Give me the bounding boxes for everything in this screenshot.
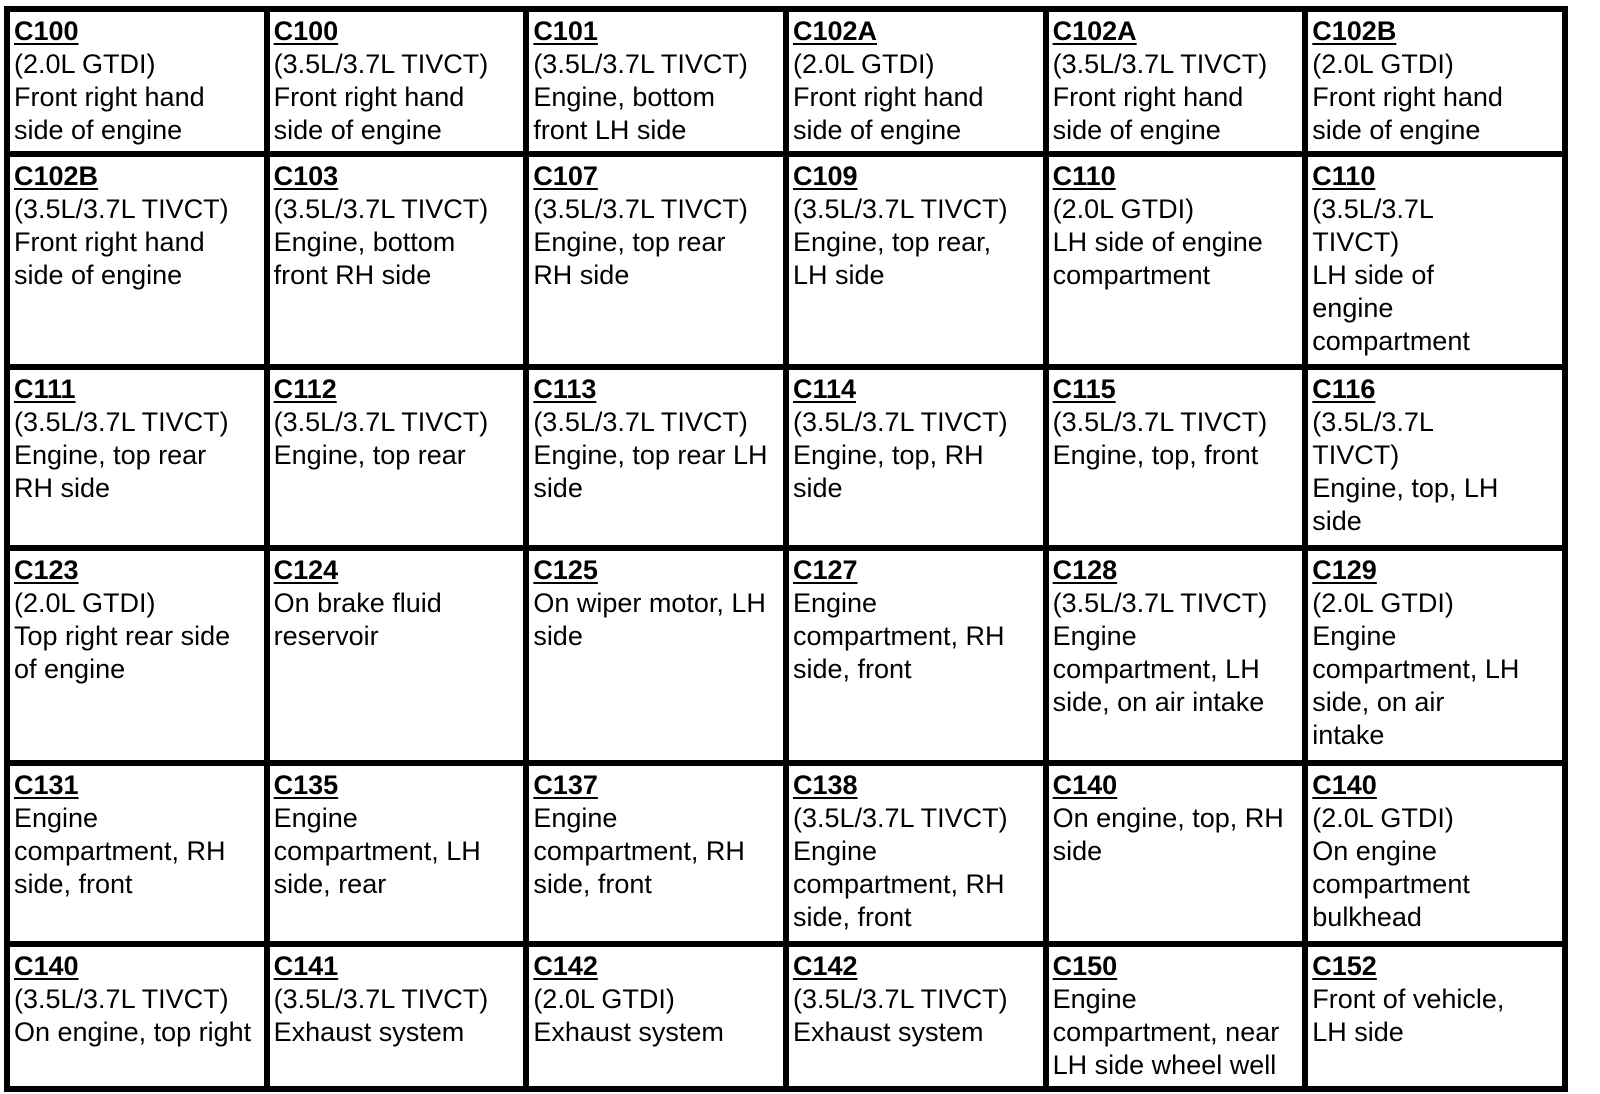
connector-location-text: side, front	[533, 869, 652, 899]
connector-location-text: (3.5L/3.7L TIVCT)	[273, 49, 489, 79]
connector-cell	[526, 548, 786, 763]
connector-id: C112	[273, 374, 337, 404]
connector-location-text: (2.0L GTDI)	[1312, 588, 1454, 618]
connector-location-text: Engine	[533, 803, 618, 833]
connector-location-text: compartment, LH	[1312, 654, 1520, 684]
connector-location-text: Engine	[1052, 984, 1137, 1014]
connector-location-text: side of engine	[1052, 115, 1221, 145]
connector-cell	[267, 154, 527, 367]
connector-cell	[7, 763, 267, 944]
connector-location-text: RH side	[533, 260, 630, 290]
connector-cell	[786, 9, 1046, 154]
connector-location-text: front RH side	[273, 260, 432, 290]
connector-location-text: (3.5L/3.7L	[1312, 407, 1434, 437]
connector-id: C107	[533, 161, 598, 191]
table-row	[7, 944, 1565, 1089]
connector-location-text: compartment, RH	[792, 869, 1005, 899]
table-row	[7, 763, 1565, 944]
connector-location-text: Engine, top rear	[14, 440, 207, 470]
connector-id: C123	[14, 555, 79, 585]
connector-location-text: On engine, top, RH	[1052, 803, 1284, 833]
connector-location-text: side, front	[792, 902, 912, 932]
connector-cell	[1305, 944, 1565, 1089]
connector-location-text: (3.5L/3.7L TIVCT)	[1052, 588, 1268, 618]
connector-cell	[786, 154, 1046, 367]
connector-location-text: Exhaust system	[533, 1017, 724, 1047]
connector-location-text: side, front	[792, 654, 912, 684]
connector-cell	[267, 548, 527, 763]
connector-id: C125	[533, 555, 598, 585]
connector-location-text: (2.0L GTDI)	[792, 49, 935, 79]
connector-id: C110	[1052, 161, 1116, 191]
connector-id: C102B	[14, 161, 99, 191]
connector-location-text: (2.0L GTDI)	[1052, 194, 1195, 224]
connector-id: C140	[14, 951, 79, 981]
connector-location-text: Front right hand	[1312, 82, 1503, 112]
connector-location-text: (3.5L/3.7L TIVCT)	[273, 194, 489, 224]
connector-cell	[7, 944, 267, 1089]
connector-location-text: (2.0L GTDI)	[14, 49, 156, 79]
connector-location-text: side, front	[14, 869, 133, 899]
connector-id: C115	[1052, 374, 1116, 404]
connector-cell	[786, 367, 1046, 548]
connector-cell	[1046, 367, 1306, 548]
connector-location-text: (3.5L/3.7L TIVCT)	[792, 407, 1008, 437]
connector-location-text: side, on air	[1312, 687, 1445, 717]
connector-location-text: On brake fluid	[273, 588, 442, 618]
connector-location-text: LH side	[1312, 1017, 1404, 1047]
connector-location-text: (3.5L/3.7L TIVCT)	[14, 984, 229, 1014]
connector-cell	[1046, 548, 1306, 763]
connector-cell	[1046, 763, 1306, 944]
connector-cell	[7, 548, 267, 763]
connector-id: C113	[533, 374, 597, 404]
connector-cell	[526, 944, 786, 1089]
connector-location-text: On engine	[1312, 836, 1437, 866]
connector-location-text: Exhaust system	[792, 1017, 984, 1047]
connector-location-text: Engine	[792, 836, 878, 866]
connector-id: C137	[533, 770, 598, 800]
connector-location-text: front LH side	[533, 115, 687, 145]
connector-location-text: RH side	[14, 473, 111, 503]
connector-id: C140	[1052, 770, 1118, 800]
connector-table-body	[7, 9, 1565, 1089]
connector-cell	[526, 763, 786, 944]
connector-location-text: LH side of engine	[1052, 227, 1263, 257]
connector-cell	[526, 367, 786, 548]
connector-id: C110	[1312, 161, 1376, 191]
connector-location-text: Engine	[1052, 621, 1137, 651]
connector-location-text: Front right hand	[1052, 82, 1244, 112]
connector-id: C128	[1052, 555, 1118, 585]
connector-id: C111	[14, 374, 76, 404]
connector-location-text: (3.5L/3.7L TIVCT)	[273, 407, 489, 437]
connector-location-text: compartment, LH	[273, 836, 481, 866]
connector-location-text: Engine, top rear	[533, 227, 726, 257]
connector-location-text: (2.0L GTDI)	[533, 984, 675, 1014]
connector-cell	[786, 763, 1046, 944]
connector-location-text: compartment, near	[1052, 1017, 1280, 1047]
connector-id: C135	[273, 770, 339, 800]
connector-location-text: TIVCT)	[1312, 227, 1400, 257]
connector-location-text: bulkhead	[1312, 902, 1422, 932]
connector-id: C102B	[1312, 16, 1397, 46]
connector-location-text: On wiper motor, LH	[533, 588, 766, 618]
connector-cell	[786, 944, 1046, 1089]
connector-cell	[1046, 9, 1306, 154]
connector-location-text: compartment	[1312, 326, 1470, 356]
connector-cell	[786, 548, 1046, 763]
connector-location-text: of engine	[14, 654, 126, 684]
connector-location-text: side	[533, 621, 583, 651]
connector-location-text: engine	[1312, 293, 1394, 323]
connector-location-text: (2.0L GTDI)	[14, 588, 156, 618]
connector-cell	[526, 154, 786, 367]
connector-location-text: (3.5L/3.7L TIVCT)	[533, 407, 748, 437]
connector-location-text: compartment, LH	[1052, 654, 1260, 684]
connector-location-text: TIVCT)	[1312, 440, 1400, 470]
connector-location-text: side of engine	[14, 260, 183, 290]
connector-location-text: Exhaust system	[273, 1017, 465, 1047]
connector-location-text: side	[1052, 836, 1103, 866]
connector-location-text: (3.5L/3.7L TIVCT)	[14, 194, 229, 224]
connector-location-text: (2.0L GTDI)	[1312, 49, 1454, 79]
connector-id: C150	[1052, 951, 1118, 981]
connector-id: C102A	[1052, 16, 1137, 46]
connector-location-text: side, rear	[273, 869, 387, 899]
connector-location-text: side, on air intake	[1052, 687, 1265, 717]
connector-id: C142	[533, 951, 598, 981]
connector-id: C140	[1312, 770, 1377, 800]
connector-id: C114	[792, 374, 857, 404]
connector-location-text: Engine, top, LH	[1312, 473, 1499, 503]
connector-location-text: Front right hand	[14, 82, 205, 112]
connector-location-text: Engine, bottom	[273, 227, 456, 257]
connector-cell	[267, 9, 527, 154]
connector-id: C101	[533, 16, 598, 46]
connector-location-text: Engine	[14, 803, 99, 833]
connector-cell	[267, 763, 527, 944]
connector-location-table	[4, 6, 1568, 1092]
connector-location-text: Engine	[273, 803, 358, 833]
connector-location-text: Engine	[792, 588, 878, 618]
connector-location-text: LH side of	[1312, 260, 1434, 290]
connector-cell	[1305, 367, 1565, 548]
connector-cell	[526, 9, 786, 154]
connector-cell	[1305, 548, 1565, 763]
connector-cell	[267, 944, 527, 1089]
connector-cell	[7, 9, 267, 154]
connector-cell	[7, 367, 267, 548]
connector-location-text: compartment	[1312, 869, 1470, 899]
table-row	[7, 548, 1565, 763]
connector-location-text: Top right rear side	[14, 621, 231, 651]
connector-location-text: (3.5L/3.7L TIVCT)	[1052, 407, 1268, 437]
connector-location-text: (3.5L/3.7L TIVCT)	[792, 984, 1008, 1014]
connector-cell	[1305, 763, 1565, 944]
connector-location-text: side	[792, 473, 843, 503]
connector-location-text: side	[533, 473, 583, 503]
connector-id: C152	[1312, 951, 1377, 981]
table-row	[7, 9, 1565, 154]
connector-location-text: compartment, RH	[14, 836, 226, 866]
connector-location-text: side of engine	[14, 115, 183, 145]
connector-id: C129	[1312, 555, 1377, 585]
connector-location-text: Front right hand	[273, 82, 465, 112]
connector-location-text: Front right hand	[14, 227, 205, 257]
connector-cell	[1305, 154, 1565, 367]
table-row	[7, 154, 1565, 367]
table-row	[7, 367, 1565, 548]
connector-location-text: (2.0L GTDI)	[1312, 803, 1454, 833]
connector-location-text: side of engine	[273, 115, 442, 145]
connector-id: C103	[273, 161, 339, 191]
connector-id: C116	[1312, 374, 1376, 404]
connector-location-text: intake	[1312, 720, 1385, 750]
connector-cell	[267, 367, 527, 548]
connector-location-text: side of engine	[792, 115, 962, 145]
connector-id: C138	[792, 770, 858, 800]
connector-id: C127	[792, 555, 858, 585]
connector-location-text: Engine, top rear LH	[533, 440, 768, 470]
connector-location-text: (3.5L/3.7L TIVCT)	[792, 194, 1008, 224]
connector-cell	[1046, 154, 1306, 367]
connector-id: C131	[14, 770, 79, 800]
connector-location-text: compartment, RH	[533, 836, 745, 866]
connector-location-text: Engine, bottom	[533, 82, 715, 112]
connector-location-text: Engine	[1312, 621, 1397, 651]
connector-id: C109	[792, 161, 858, 191]
connector-id: C141	[273, 951, 339, 981]
connector-location-text: Front right hand	[792, 82, 984, 112]
connector-id: C124	[273, 555, 339, 585]
connector-location-text: LH side	[792, 260, 885, 290]
connector-location-text: (3.5L/3.7L TIVCT)	[14, 407, 229, 437]
connector-location-text: Engine, top, front	[1052, 440, 1259, 470]
connector-id: C102A	[792, 16, 878, 46]
connector-location-text: Engine, top, RH	[792, 440, 984, 470]
connector-location-text: (3.5L/3.7L TIVCT)	[792, 803, 1008, 833]
connector-location-text: On engine, top right	[14, 1017, 252, 1047]
connector-location-text: (3.5L/3.7L TIVCT)	[533, 194, 748, 224]
connector-location-text: (3.5L/3.7L	[1312, 194, 1434, 224]
connector-location-text: (3.5L/3.7L TIVCT)	[273, 984, 489, 1014]
connector-location-text: Front of vehicle,	[1312, 984, 1505, 1014]
connector-cell	[1046, 944, 1306, 1089]
connector-location-text: side	[1312, 506, 1362, 536]
connector-cell	[7, 154, 267, 367]
connector-location-text: LH side wheel well	[1052, 1050, 1277, 1080]
connector-location-text: Engine, top rear	[273, 440, 466, 470]
connector-location-text: side of engine	[1312, 115, 1481, 145]
connector-location-text: Engine, top rear,	[792, 227, 992, 257]
connector-id: C142	[792, 951, 858, 981]
connector-id: C100	[14, 16, 79, 46]
connector-location-text: reservoir	[273, 621, 379, 651]
connector-location-text: compartment, RH	[792, 621, 1005, 651]
connector-location-text: compartment	[1052, 260, 1211, 290]
connector-location-text: (3.5L/3.7L TIVCT)	[533, 49, 748, 79]
connector-id: C100	[273, 16, 339, 46]
connector-location-text: (3.5L/3.7L TIVCT)	[1052, 49, 1268, 79]
connector-cell	[1305, 9, 1565, 154]
